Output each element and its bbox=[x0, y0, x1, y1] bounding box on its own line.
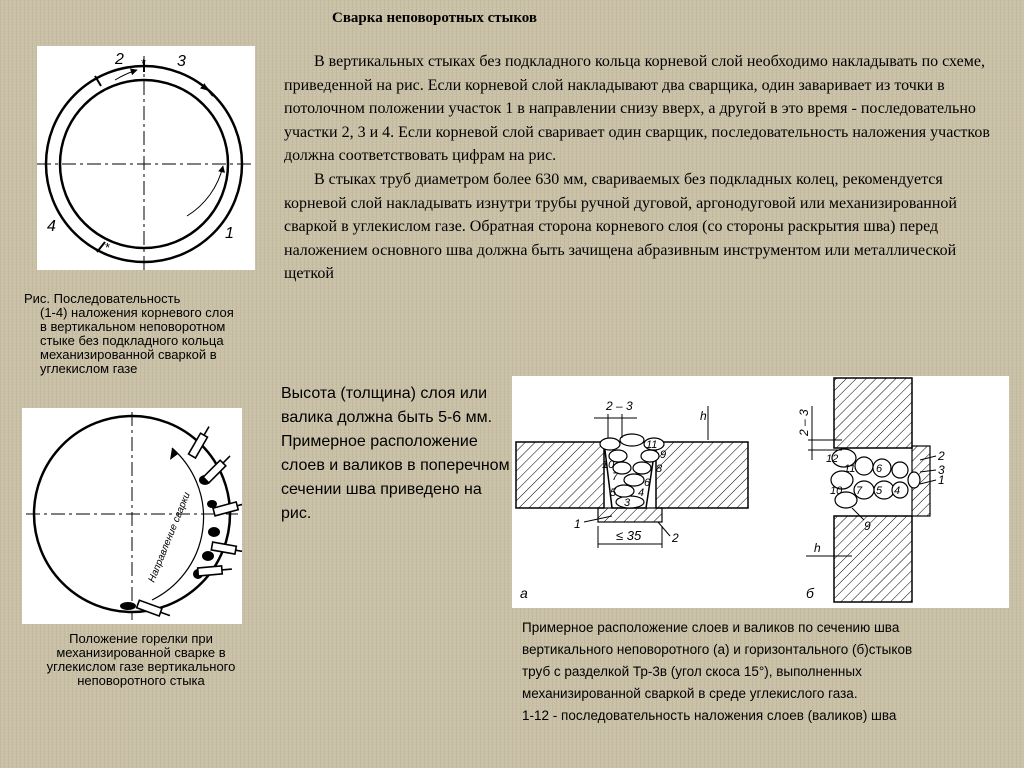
b-gap-label: 2 – 3 bbox=[797, 409, 811, 436]
segment-label-1: 1 bbox=[225, 225, 234, 242]
caption-line: Рис. Последовательность bbox=[24, 291, 181, 306]
a-bead-label: 10 bbox=[602, 459, 615, 471]
b-bead-label: 10 bbox=[830, 485, 843, 497]
segment-label-3: 3 bbox=[177, 53, 186, 70]
cross-section-diagram bbox=[512, 376, 1009, 608]
direction-arrow bbox=[115, 70, 137, 80]
caption-rest: (1-4) наложения корневого слоя в вертикальном неповоротном стыке без подкладного кольца механизированной сваркой в углекислом газе bbox=[40, 305, 234, 376]
figure-torch bbox=[22, 408, 242, 624]
a-label: а bbox=[520, 585, 528, 601]
height-text: Высота (толщина) слоя или валика должна быть 5-6 мм. Примерное расположение слоев и валиков в поперечном сечении шва приведено на рис. bbox=[281, 385, 510, 522]
svg-text:*: * bbox=[104, 240, 110, 255]
b-bead-label: 4 bbox=[894, 485, 901, 497]
b-h-label: h bbox=[814, 541, 821, 555]
caption-line: вертикального неповоротного (а) и горизонтального (б)стыков bbox=[522, 642, 913, 657]
page-title: Сварка неповоротных стыков bbox=[332, 10, 538, 26]
b-side-label: 2 bbox=[938, 449, 945, 463]
a-h-label: h bbox=[700, 409, 707, 423]
main-paragraph-1: В вертикальных стыках без подкладного кольца корневой слой необходимо накладывать по схеме, приведенной на рис. Если корневой слой накладывают два сварщика, один заваривает из точки в потолочном положении участок 1 в направлении снизу вверх, а другой в это время - последовательно участки 2, 3 и 4. Если корневой слой сваривает один сварщик, последовательность наложения участков должна соответствовать цифрам на рис. bbox=[284, 53, 990, 165]
figure-sequence bbox=[37, 46, 255, 270]
a-bead-label: 6 bbox=[644, 477, 651, 489]
b-side-label: 9 bbox=[864, 519, 871, 533]
a-dim-label: ≤ 35 bbox=[616, 528, 642, 543]
main-text bbox=[284, 50, 1004, 286]
a-bead-label: 9 bbox=[660, 449, 667, 461]
figure-torch-caption: Положение горелки при механизированной сварке в углекислом газе вертикального неповоротного стыка bbox=[46, 631, 236, 688]
svg-text:*: * bbox=[140, 56, 146, 71]
caption-line: Примерное расположение слоев и валиков по сечению шва bbox=[522, 620, 900, 635]
direction-arrow bbox=[187, 166, 223, 216]
a-bead-label: 3 bbox=[624, 497, 631, 509]
sequence-diagram bbox=[37, 46, 255, 270]
caption-line: механизированной сваркой в среде углекислого газа. bbox=[522, 686, 858, 701]
a-bead-label: 11 bbox=[646, 439, 658, 451]
main-paragraph-2: В стыках труб диаметром более 630 мм, свариваемых без подкладных колец, рекомендуется корневой слой накладывать изнутри трубы ручной дуговой, аргонодуговой или механизированной сваркой в углекислом газе. Обратная сторона корневого слоя (со стороны раскрытия шва) перед наложением основного шва должна быть зачищена абразивным инструментом или металлической щеткой bbox=[284, 170, 957, 283]
b-bead-label: 12 bbox=[826, 453, 839, 465]
b-bead-label: 7 bbox=[856, 485, 863, 497]
a-bead-label: 7 bbox=[612, 471, 619, 483]
segment-label-2: 2 bbox=[115, 51, 124, 68]
b-side-label: 1 bbox=[938, 473, 945, 487]
figure-cross-section-caption bbox=[522, 617, 1012, 727]
torches bbox=[137, 425, 242, 620]
b-bead-label: 11 bbox=[844, 463, 856, 475]
a-side-label-2: 2 bbox=[672, 531, 679, 545]
a-bead-label: 8 bbox=[656, 463, 663, 475]
torch-diagram bbox=[22, 408, 242, 624]
a-gap-label: 2 – 3 bbox=[606, 399, 633, 413]
b-side-label: 3 bbox=[938, 463, 945, 477]
figure-sequence-caption bbox=[24, 292, 242, 376]
a-bead-label: 5 bbox=[610, 487, 617, 499]
direction-label: Направление сварки bbox=[146, 490, 193, 585]
segment-label-4: 4 bbox=[47, 218, 56, 235]
b-bead-label: 5 bbox=[876, 485, 883, 497]
caption-line: труб с разделкой Тр-3в (угол скоса 15°), выполненных bbox=[522, 664, 862, 679]
b-label: б bbox=[806, 585, 814, 601]
caption-line: 1-12 - последовательность наложения слоев (валиков) шва bbox=[522, 708, 897, 723]
b-bead-label: 6 bbox=[876, 463, 883, 475]
a-bead-label: 4 bbox=[638, 487, 645, 499]
section-b bbox=[797, 378, 945, 602]
figure-cross-section bbox=[512, 376, 1009, 608]
a-side-label-1: 1 bbox=[574, 517, 581, 531]
segment-ticks bbox=[95, 60, 213, 252]
section-a bbox=[516, 399, 748, 601]
